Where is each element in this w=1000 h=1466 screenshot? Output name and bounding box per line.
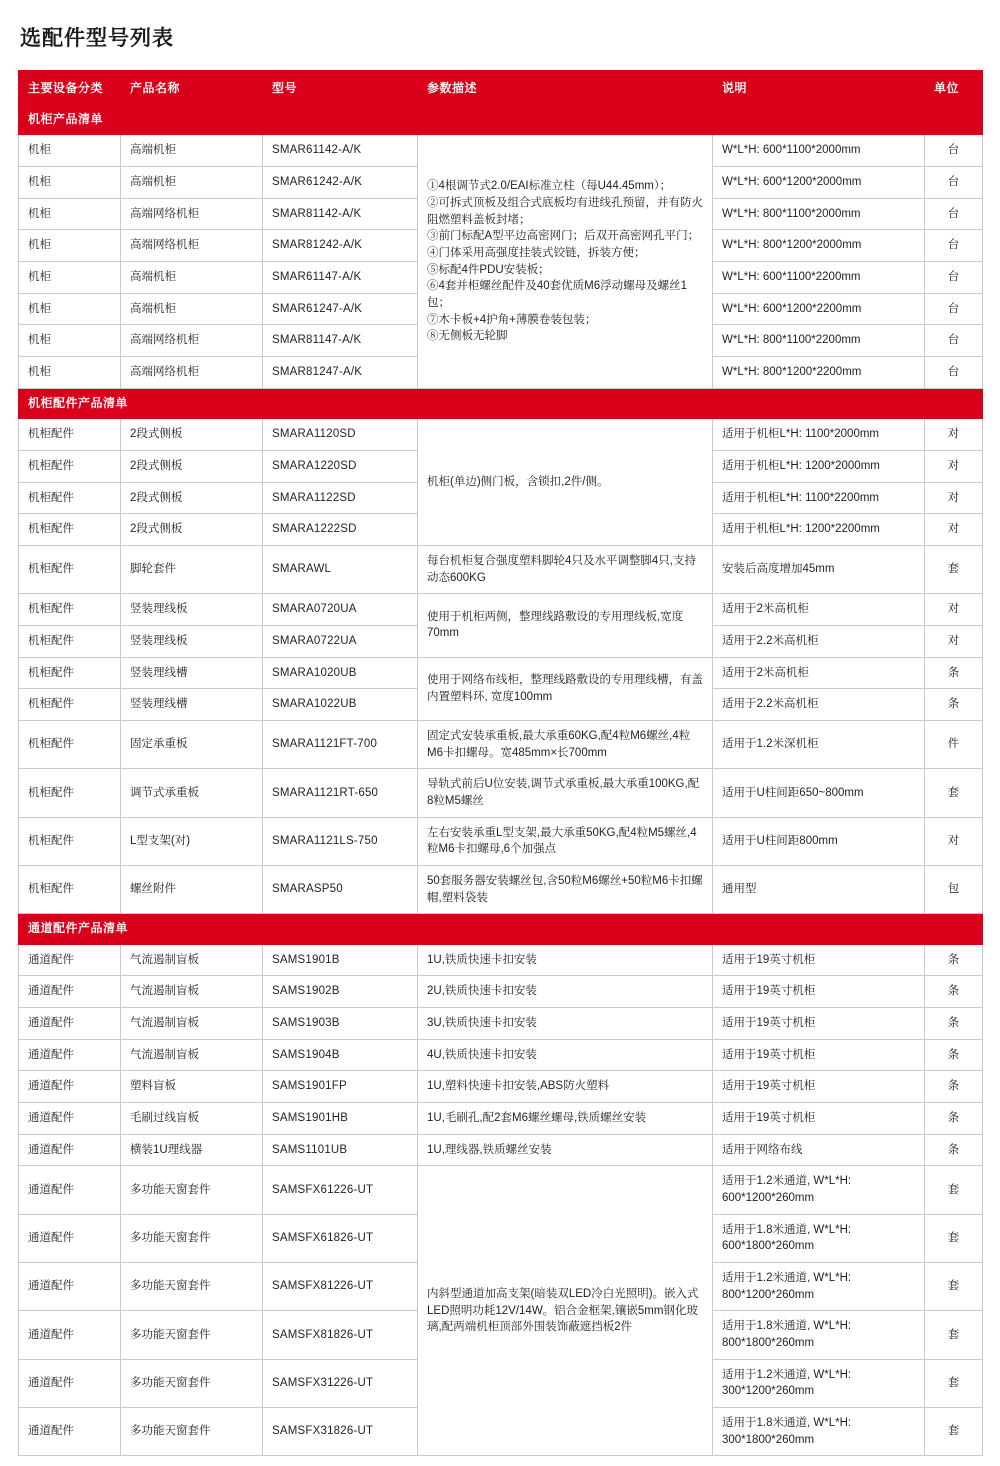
cell-parameters: 3U,铁质快速卡扣安装	[418, 1007, 713, 1039]
cell-unit: 套	[925, 1263, 983, 1311]
section-header-row	[19, 914, 983, 944]
cell-model: SMARA1022UB	[263, 689, 418, 721]
section-header-label: 通道配件产品清单	[19, 914, 983, 944]
cell-product-name: 2段式侧板	[121, 450, 263, 482]
cell-model: SMARA1122SD	[263, 482, 418, 514]
cell-product-name: 竖装理线板	[121, 594, 263, 626]
cell-category: 机柜	[19, 325, 121, 357]
cell-product-name: 高端机柜	[121, 293, 263, 325]
cell-description: W*L*H: 600*1100*2200mm	[713, 262, 925, 294]
cell-description: 适用于1.8米通道, W*L*H: 300*1800*260mm	[713, 1408, 925, 1456]
cell-model: SMARAWL	[263, 545, 418, 593]
cell-parameters: ①4根调节式2.0/EAI标准立柱（每U44.45mm）； ②可拆式顶板及组合式底板均有进线孔预留，并有防火阻燃塑料盖板封堵； ③前门标配A型平边高密网门；后双开高密网孔平门； ④门体采用高强度挂装式铰链，拆装方便； ⑤标配4件PDU安装板； ⑥4套并柜螺丝配件及40套优质M6浮动螺母及螺丝1包； ⑦木卡板+4护角+薄膜卷装包装； ⑧无侧板无轮脚	[418, 135, 713, 388]
section-header-label: 机柜配件产品清单	[19, 388, 983, 418]
cell-product-name: 多功能天窗套件	[121, 1214, 263, 1262]
cell-description: 安装后高度增加45mm	[713, 545, 925, 593]
cell-parameters: 50套服务器安装螺丝包,含50粒M6螺丝+50粒M6卡扣螺帽,塑料袋装	[418, 865, 713, 913]
cell-category: 通道配件	[19, 1359, 121, 1407]
cell-category: 机柜配件	[19, 419, 121, 451]
cell-unit: 台	[925, 357, 983, 389]
cell-model: SAMSFX61826-UT	[263, 1214, 418, 1262]
cell-unit: 条	[925, 1071, 983, 1103]
cell-parameters: 使用于机柜两侧，整理线路敷设的专用理线板,宽度70mm	[418, 594, 713, 657]
cell-description: 通用型	[713, 865, 925, 913]
cell-description: 适用于U柱间距800mm	[713, 817, 925, 865]
table-header	[19, 71, 983, 105]
table-row	[19, 1134, 983, 1166]
cell-category: 机柜	[19, 293, 121, 325]
cell-product-name: 脚轮套件	[121, 545, 263, 593]
cell-category: 机柜配件	[19, 514, 121, 546]
table-row	[19, 720, 983, 768]
cell-model: SMAR81247-A/K	[263, 357, 418, 389]
cell-product-name: 高端网络机柜	[121, 357, 263, 389]
cell-category: 通道配件	[19, 944, 121, 976]
column-header-model: 型号	[263, 71, 418, 105]
cell-unit: 条	[925, 944, 983, 976]
cell-category: 机柜配件	[19, 689, 121, 721]
cell-unit: 条	[925, 657, 983, 689]
cell-unit: 条	[925, 1134, 983, 1166]
cell-description: W*L*H: 600*1200*2200mm	[713, 293, 925, 325]
cell-model: SMAR81242-A/K	[263, 230, 418, 262]
cell-description: 适用于1.8米通道, W*L*H: 600*1800*260mm	[713, 1214, 925, 1262]
cell-unit: 对	[925, 419, 983, 451]
cell-category: 通道配件	[19, 1166, 121, 1214]
cell-product-name: 气流遏制盲板	[121, 1039, 263, 1071]
spec-table	[18, 70, 983, 1456]
cell-description: 适用于2米高机柜	[713, 657, 925, 689]
cell-description: 适用于19英寸机柜	[713, 1007, 925, 1039]
cell-category: 通道配件	[19, 1103, 121, 1135]
cell-category: 通道配件	[19, 1071, 121, 1103]
cell-unit: 件	[925, 720, 983, 768]
cell-category: 机柜配件	[19, 625, 121, 657]
table-row	[19, 944, 983, 976]
cell-category: 机柜配件	[19, 450, 121, 482]
cell-model: SAMSFX81226-UT	[263, 1263, 418, 1311]
table-row	[19, 657, 983, 689]
cell-model: SAMSFX81826-UT	[263, 1311, 418, 1359]
table-body	[19, 105, 983, 1456]
column-header-description: 说明	[713, 71, 925, 105]
section-header-row	[19, 388, 983, 418]
cell-product-name: 固定承重板	[121, 720, 263, 768]
cell-unit: 条	[925, 689, 983, 721]
cell-description: 适用于19英寸机柜	[713, 976, 925, 1008]
cell-unit: 对	[925, 817, 983, 865]
cell-product-name: 塑料盲板	[121, 1071, 263, 1103]
cell-unit: 条	[925, 1039, 983, 1071]
cell-model: SMAR61142-A/K	[263, 135, 418, 167]
cell-unit: 台	[925, 167, 983, 199]
cell-category: 通道配件	[19, 1263, 121, 1311]
cell-unit: 条	[925, 976, 983, 1008]
cell-parameters: 1U,塑料快速卡扣安装,ABS防火塑料	[418, 1071, 713, 1103]
cell-parameters: 4U,铁质快速卡扣安装	[418, 1039, 713, 1071]
cell-unit: 台	[925, 325, 983, 357]
column-header-category: 主要设备分类	[19, 71, 121, 105]
cell-category: 机柜配件	[19, 817, 121, 865]
cell-unit: 套	[925, 1311, 983, 1359]
cell-model: SMARA1220SD	[263, 450, 418, 482]
column-header-unit: 单位	[925, 71, 983, 105]
cell-product-name: 气流遏制盲板	[121, 1007, 263, 1039]
cell-unit: 台	[925, 262, 983, 294]
cell-unit: 套	[925, 1166, 983, 1214]
cell-description: 适用于1.2米通道, W*L*H: 600*1200*260mm	[713, 1166, 925, 1214]
table-row	[19, 1071, 983, 1103]
cell-description: 适用于机柜L*H: 1100*2000mm	[713, 419, 925, 451]
table-row	[19, 135, 983, 167]
cell-category: 通道配件	[19, 1311, 121, 1359]
cell-model: SAMS1901B	[263, 944, 418, 976]
cell-model: SMARA0720UA	[263, 594, 418, 626]
cell-category: 机柜配件	[19, 482, 121, 514]
cell-unit: 对	[925, 625, 983, 657]
cell-model: SMAR61242-A/K	[263, 167, 418, 199]
cell-category: 通道配件	[19, 1408, 121, 1456]
cell-unit: 对	[925, 482, 983, 514]
cell-product-name: 2段式侧板	[121, 514, 263, 546]
cell-category: 机柜配件	[19, 545, 121, 593]
cell-product-name: 竖装理线槽	[121, 657, 263, 689]
cell-description: 适用于19英寸机柜	[713, 1039, 925, 1071]
cell-description: W*L*H: 800*1100*2000mm	[713, 198, 925, 230]
cell-parameters: 左右安装承重L型支架,最大承重50KG,配4粒M5螺丝,4粒M6卡扣螺母,6个加强点	[418, 817, 713, 865]
cell-unit: 包	[925, 865, 983, 913]
cell-unit: 台	[925, 230, 983, 262]
cell-product-name: 多功能天窗套件	[121, 1408, 263, 1456]
cell-unit: 台	[925, 198, 983, 230]
cell-product-name: 2段式侧板	[121, 482, 263, 514]
cell-category: 机柜	[19, 230, 121, 262]
cell-category: 机柜配件	[19, 865, 121, 913]
cell-model: SMARA1121FT-700	[263, 720, 418, 768]
cell-model: SMARA1120SD	[263, 419, 418, 451]
cell-category: 机柜	[19, 262, 121, 294]
cell-description: 适用于2.2米高机柜	[713, 689, 925, 721]
cell-description: 适用于19英寸机柜	[713, 1071, 925, 1103]
cell-category: 机柜配件	[19, 769, 121, 817]
cell-product-name: 多功能天窗套件	[121, 1311, 263, 1359]
cell-parameters: 1U,毛刷孔,配2套M6螺丝螺母,铁质螺丝安装	[418, 1103, 713, 1135]
cell-unit: 套	[925, 1214, 983, 1262]
cell-model: SMAR81142-A/K	[263, 198, 418, 230]
table-row	[19, 419, 983, 451]
cell-description: W*L*H: 800*1200*2200mm	[713, 357, 925, 389]
cell-description: 适用于机柜L*H: 1200*2200mm	[713, 514, 925, 546]
cell-product-name: 高端网络机柜	[121, 198, 263, 230]
cell-category: 机柜配件	[19, 657, 121, 689]
cell-model: SAMS1901FP	[263, 1071, 418, 1103]
cell-parameters: 固定式安装承重板,最大承重60KG,配4粒M6螺丝,4粒M6卡扣螺母。宽485mm×长700mm	[418, 720, 713, 768]
cell-category: 通道配件	[19, 976, 121, 1008]
cell-product-name: 气流遏制盲板	[121, 976, 263, 1008]
cell-product-name: 竖装理线板	[121, 625, 263, 657]
table-row	[19, 1103, 983, 1135]
cell-category: 机柜	[19, 167, 121, 199]
cell-product-name: 高端机柜	[121, 262, 263, 294]
cell-model: SMAR61147-A/K	[263, 262, 418, 294]
cell-product-name: 多功能天窗套件	[121, 1263, 263, 1311]
cell-parameters: 使用于网络布线柜，整理线路敷设的专用理线槽，有盖内置塑料环, 宽度100mm	[418, 657, 713, 720]
cell-category: 机柜配件	[19, 594, 121, 626]
cell-parameters: 机柜(单边)侧门板，含锁扣,2件/侧。	[418, 419, 713, 546]
cell-category: 通道配件	[19, 1214, 121, 1262]
cell-model: SAMSFX31226-UT	[263, 1359, 418, 1407]
cell-model: SAMS1101UB	[263, 1134, 418, 1166]
cell-unit: 套	[925, 1408, 983, 1456]
cell-description: W*L*H: 800*1100*2200mm	[713, 325, 925, 357]
page-title: 选配件型号列表	[20, 27, 174, 50]
cell-description: 适用于1.2米通道, W*L*H: 800*1200*260mm	[713, 1263, 925, 1311]
cell-parameters: 每台机柜复合强度塑料脚轮4只及水平调整脚4只,支持动态600KG	[418, 545, 713, 593]
column-header-product-name: 产品名称	[121, 71, 263, 105]
cell-model: SMAR81147-A/K	[263, 325, 418, 357]
cell-description: W*L*H: 600*1100*2000mm	[713, 135, 925, 167]
cell-product-name: L型支架(对)	[121, 817, 263, 865]
cell-category: 机柜配件	[19, 720, 121, 768]
cell-category: 机柜	[19, 135, 121, 167]
cell-product-name: 多功能天窗套件	[121, 1166, 263, 1214]
cell-unit: 套	[925, 1359, 983, 1407]
cell-description: 适用于2.2米高机柜	[713, 625, 925, 657]
cell-unit: 套	[925, 545, 983, 593]
column-header-parameters: 参数描述	[418, 71, 713, 105]
cell-category: 通道配件	[19, 1007, 121, 1039]
cell-product-name: 毛刷过线盲板	[121, 1103, 263, 1135]
cell-product-name: 气流遏制盲板	[121, 944, 263, 976]
cell-category: 机柜	[19, 357, 121, 389]
cell-model: SMAR61247-A/K	[263, 293, 418, 325]
cell-model: SAMSFX61226-UT	[263, 1166, 418, 1214]
table-row	[19, 545, 983, 593]
table-row	[19, 769, 983, 817]
cell-product-name: 横装1U理线器	[121, 1134, 263, 1166]
cell-model: SMARA1020UB	[263, 657, 418, 689]
cell-parameters: 1U,铁质快速卡扣安装	[418, 944, 713, 976]
section-header-row	[19, 105, 983, 135]
cell-model: SAMS1902B	[263, 976, 418, 1008]
cell-description: 适用于19英寸机柜	[713, 1103, 925, 1135]
table-header-row	[19, 71, 983, 105]
cell-product-name: 高端网络机柜	[121, 325, 263, 357]
cell-description: W*L*H: 800*1200*2000mm	[713, 230, 925, 262]
cell-product-name: 螺丝附件	[121, 865, 263, 913]
cell-unit: 对	[925, 594, 983, 626]
table-row	[19, 1007, 983, 1039]
cell-product-name: 高端机柜	[121, 167, 263, 199]
cell-description: 适用于机柜L*H: 1100*2200mm	[713, 482, 925, 514]
cell-unit: 条	[925, 1103, 983, 1135]
cell-category: 通道配件	[19, 1039, 121, 1071]
cell-unit: 套	[925, 769, 983, 817]
cell-parameters: 内斜型通道加高支架(暗装双LED冷白光照明)。嵌入式LED照明功耗12V/14W。铝合金框架,镶嵌5mm钢化玻璃,配两端机柜顶部外围装饰蔽遮挡板2件	[418, 1166, 713, 1456]
cell-description: 适用于1.2米深机柜	[713, 720, 925, 768]
cell-model: SAMS1901HB	[263, 1103, 418, 1135]
table-row	[19, 1039, 983, 1071]
cell-product-name: 调节式承重板	[121, 769, 263, 817]
cell-description: 适用于19英寸机柜	[713, 944, 925, 976]
cell-model: SMARASP50	[263, 865, 418, 913]
table-row	[19, 1166, 983, 1214]
cell-category: 机柜	[19, 198, 121, 230]
table-row	[19, 865, 983, 913]
cell-product-name: 高端机柜	[121, 135, 263, 167]
cell-description: 适用于U柱间距650~800mm	[713, 769, 925, 817]
cell-unit: 台	[925, 135, 983, 167]
cell-model: SAMS1903B	[263, 1007, 418, 1039]
cell-parameters: 1U,理线器,铁质螺丝安装	[418, 1134, 713, 1166]
cell-product-name: 高端网络机柜	[121, 230, 263, 262]
cell-description: 适用于2米高机柜	[713, 594, 925, 626]
cell-unit: 对	[925, 450, 983, 482]
cell-description: W*L*H: 600*1200*2000mm	[713, 167, 925, 199]
cell-model: SMARA1222SD	[263, 514, 418, 546]
cell-description: 适用于1.2米通道, W*L*H: 300*1200*260mm	[713, 1359, 925, 1407]
cell-parameters: 2U,铁质快速卡扣安装	[418, 976, 713, 1008]
cell-model: SMARA1121LS-750	[263, 817, 418, 865]
table-row	[19, 594, 983, 626]
cell-unit: 对	[925, 514, 983, 546]
cell-description: 适用于1.8米通道, W*L*H: 800*1800*260mm	[713, 1311, 925, 1359]
section-header-label: 机柜产品清单	[19, 105, 983, 135]
cell-model: SAMS1904B	[263, 1039, 418, 1071]
cell-model: SMARA1121RT-650	[263, 769, 418, 817]
cell-parameters: 导轨式前后U位安装,调节式承重板,最大承重100KG,配8粒M5螺丝	[418, 769, 713, 817]
cell-description: 适用于网络布线	[713, 1134, 925, 1166]
cell-model: SMARA0722UA	[263, 625, 418, 657]
cell-unit: 台	[925, 293, 983, 325]
cell-product-name: 2段式侧板	[121, 419, 263, 451]
cell-category: 通道配件	[19, 1134, 121, 1166]
table-row	[19, 817, 983, 865]
table-row	[19, 976, 983, 1008]
cell-description: 适用于机柜L*H: 1200*2000mm	[713, 450, 925, 482]
cell-model: SAMSFX31826-UT	[263, 1408, 418, 1456]
cell-unit: 条	[925, 1007, 983, 1039]
cell-product-name: 竖装理线槽	[121, 689, 263, 721]
cell-product-name: 多功能天窗套件	[121, 1359, 263, 1407]
